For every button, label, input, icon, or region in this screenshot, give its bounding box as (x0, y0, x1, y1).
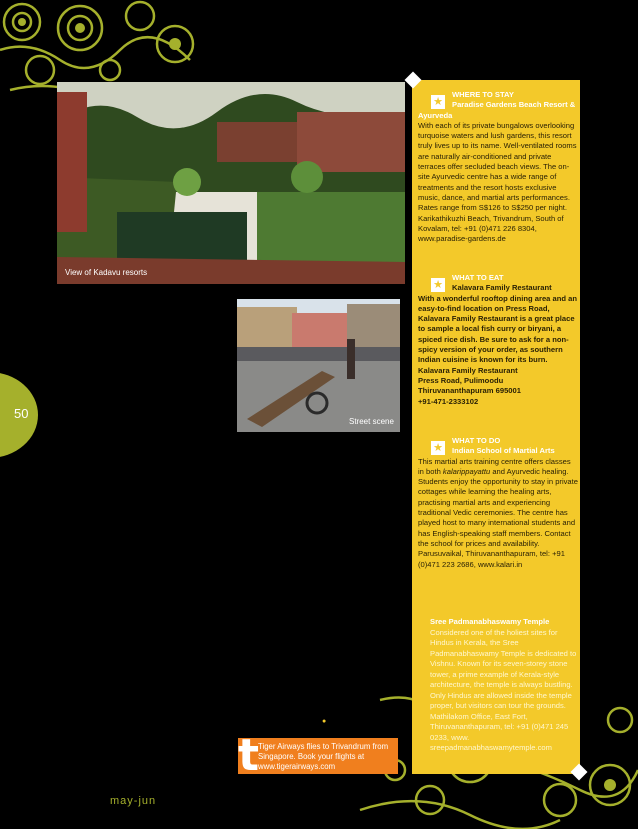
page-number: 50 (14, 406, 29, 421)
tiger-airways-logo: t (238, 730, 260, 781)
tiger-airways-ad[interactable] (238, 730, 398, 781)
what-to-do-body: This martial arts training centre offers classes in both kalarippayattu and Ayurvedic healing. Students enjoy the opportunity to stay in private cottages while learning the healing arts, practising martial arts and experiencing traditional Vedic ceremonies. The centre has played host to many international students and has English-speaking staff members. Contact the school for prices and availability. Parusuvaikal, Thiruvananthapuram, tel: +91 (0)471 223 2686, www.kalari.in (418, 456, 578, 569)
street-photo-caption: Street scene (349, 417, 394, 426)
street-photo (237, 299, 400, 432)
where-to-stay-kicker: WHERE TO STAY (452, 90, 514, 99)
what-to-eat-phone: +91-471-2333102 (418, 396, 479, 406)
temple-body: Considered one of the holiest sites for Hindus in Kerala, the Sree Padmanabhaswamy Temple is dedicated to Vishnu. Known for its seven-storey stone tower, a prime example of Kerala-style architecture, the temple is always bustling. Only Hindus are allowed inside the temple proper, but visitors can tour the grounds. Mathilakom Office, East Fort, Thiruvananthapuram, tel: +91 (0)471 245 0233, www. sreepadmanabhaswamytemple.com (430, 627, 577, 752)
temple-title: Sree Padmanabhaswamy Temple (430, 617, 550, 626)
issue-footer: may-jun (110, 795, 157, 807)
resort-photo (57, 82, 405, 284)
what-to-eat-address-city: Thiruvananthapuram 695001 (418, 386, 521, 396)
what-to-eat-kicker: WHAT TO EAT (452, 273, 504, 282)
what-to-do-section (418, 436, 578, 570)
tiger-airways-ad-text: Tiger Airways flies to Trivandrum from Singapore. Book your flights at www.tigerairways.com (258, 742, 389, 771)
star-icon: ★ (431, 441, 445, 455)
star-icon: ★ (431, 95, 445, 109)
what-to-eat-body: With a wonderful rooftop dining area and an easy-to-find location on Press Road, Kalavara Family Restaurant is a great place to sample a local fish curry or biryani, a spiced rice dish. Be sure to ask for a non-spicy version of your order, as southern Indian cuisine is known for its burn. (418, 293, 577, 365)
what-to-eat-section (418, 273, 578, 407)
temple-section (430, 617, 578, 754)
resort-photo-caption: View of Kadavu resorts (65, 268, 148, 277)
what-to-do-title: Indian School of Martial Arts (452, 446, 555, 456)
what-to-eat-address-name: Kalavara Family Restaurant (418, 365, 518, 375)
divider-mark: ● (322, 718, 327, 725)
where-to-stay-title: Paradise Gardens Beach Resort & Ayurveda (418, 100, 576, 120)
star-icon: ★ (431, 278, 445, 292)
what-to-do-kicker: WHAT TO DO (452, 436, 501, 445)
what-to-eat-title: Kalavara Family Restaurant (452, 283, 552, 293)
what-to-eat-address-street: Press Road, Pulimoodu (418, 375, 504, 385)
where-to-stay-body: With each of its private bungalows overlooking turquoise waters and lush gardens, this resort truly lives up to its name. Well-ventilated rooms are naturally air-conditioned and private terraces offer secluded beach views. The on-site Ayurvedic centre has a wide range of treatments and the resort hosts exclusive music, dance, and martial arts performances. Rates range from S$126 to S$250 per night. Karikathikuzhi Beach, Trivandrum, South of Kovalam, tel: +91 (0)471 226 8304, www.paradise-gardens.de (418, 120, 577, 244)
where-to-stay-section (418, 90, 578, 244)
